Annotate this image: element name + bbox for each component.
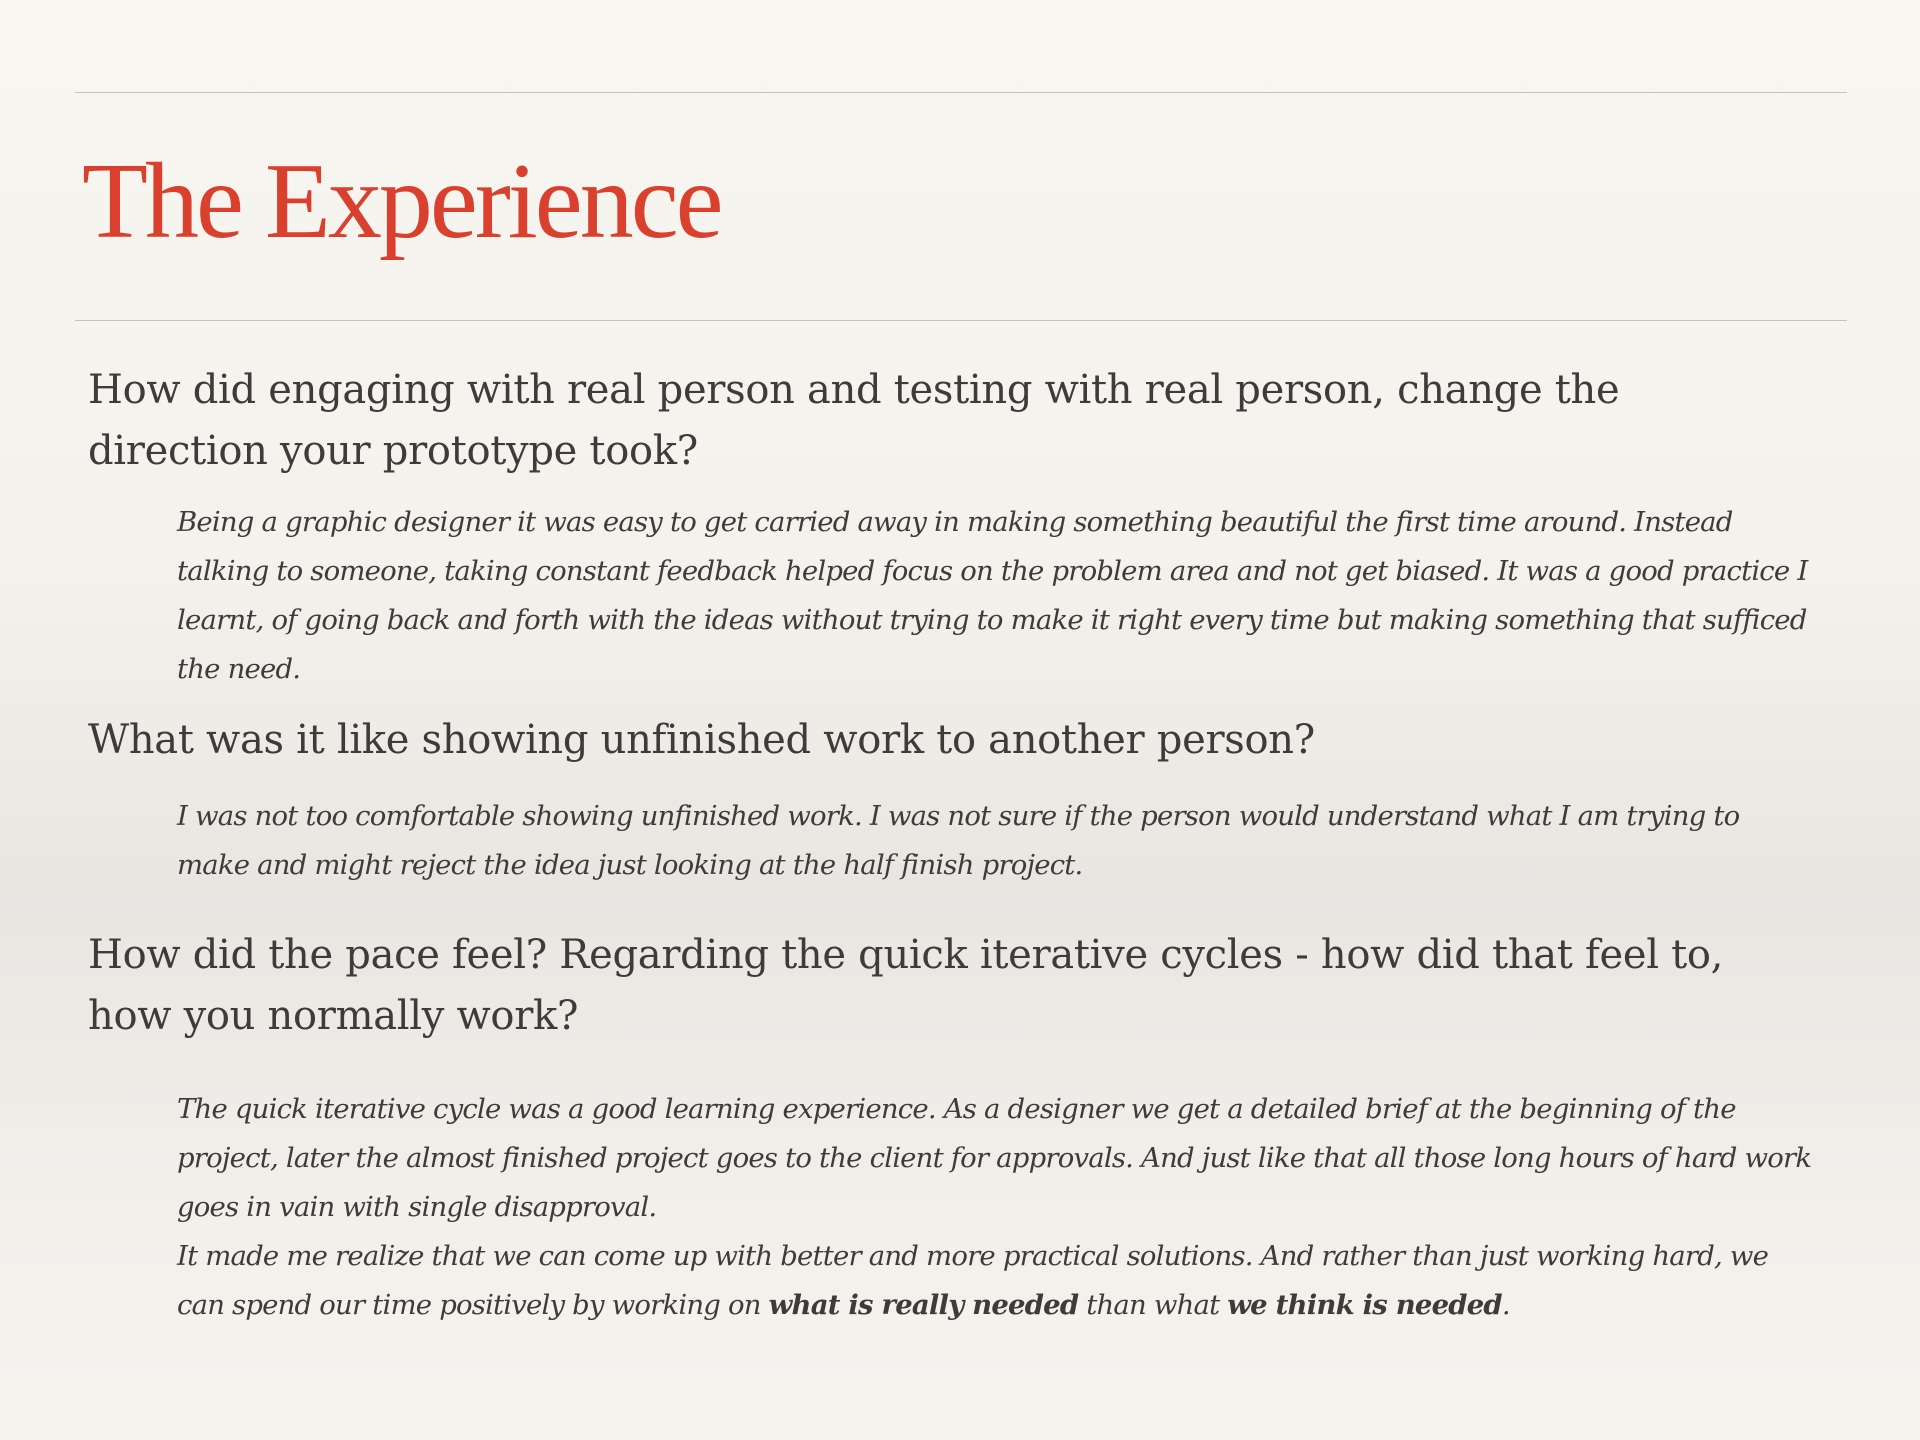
answer-3-text-2: than what — [1078, 1289, 1228, 1321]
answer-3-paragraph-1: The quick iterative cycle was a good learning experience. As a designer we get a detailed brief at the beginning of the project, later the almost finished project goes to the client for approvals. And just like that all those long hours of hard work goes in vain with single disapproval. — [177, 1093, 1812, 1223]
title-divider — [75, 320, 1847, 321]
emphasis-think-is-needed: we think is needed — [1227, 1289, 1502, 1321]
slide-title: The Experience — [82, 142, 721, 261]
question-2: What was it like showing unfinished work to another person? — [88, 717, 1315, 763]
question-3: How did the pace feel? Regarding the quick iterative cycles - how did that feel to, how you normally work? — [88, 932, 1724, 1039]
answer-3-text-3: . — [1501, 1289, 1510, 1321]
question-1: How did engaging with real person and testing with real person, change the direction your prototype took? — [88, 367, 1620, 474]
emphasis-really-needed: what is really needed — [768, 1289, 1079, 1321]
answer-3-text-1: It made me realize that we can come up with better and more practical solutions. And rather than just working hard, we can spend our time positively by working on — [177, 1240, 1769, 1321]
answer-1: Being a graphic designer it was easy to get carried away in making something beautiful the first time around. Instead talking to someone, taking constant feedback helped focus on the problem area and not get biased. It was a good practice I learnt, of going back and forth with the ideas without trying to make it right every time but making something that sufficed the need. — [177, 506, 1808, 685]
answer-3 — [177, 1085, 1817, 1330]
top-divider — [75, 92, 1847, 93]
answer-2: I was not too comfortable showing unfinished work. I was not sure if the person would understand what I am trying to make and might reject the idea just looking at the half finish project. — [177, 800, 1740, 881]
answer-3-paragraph-2 — [177, 1232, 1817, 1330]
